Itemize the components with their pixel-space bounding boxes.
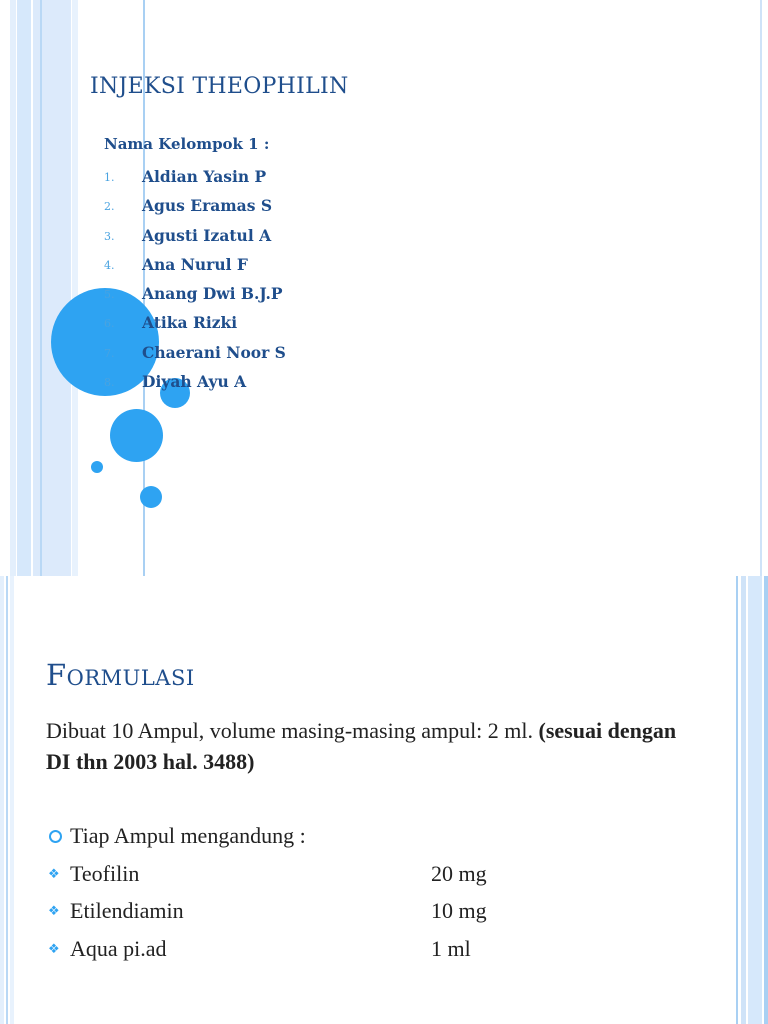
right-strip-band bbox=[741, 576, 746, 1024]
member-name: Chaerani Noor S bbox=[142, 342, 286, 362]
list-number: 4. bbox=[104, 258, 115, 272]
list-item bbox=[46, 932, 471, 970]
content-header: Tiap Ampul mengandung : bbox=[70, 823, 306, 848]
ingredient-name: Etilendiamin bbox=[70, 898, 184, 923]
left-strip-band bbox=[33, 0, 71, 576]
list-item bbox=[104, 250, 286, 279]
list-item bbox=[104, 308, 286, 337]
left-strip-band bbox=[0, 576, 4, 1024]
decorative-circle-tiny bbox=[91, 461, 103, 473]
decorative-circle-small bbox=[140, 486, 162, 508]
member-name: Anang Dwi B.J.P bbox=[142, 284, 283, 304]
left-strip-band bbox=[10, 576, 14, 1024]
intro-reference: (sesuai dengan DI thn 2003 hal. 3488) bbox=[46, 718, 677, 774]
list-number: 6. bbox=[104, 317, 115, 331]
ingredient-list bbox=[46, 819, 487, 969]
list-item bbox=[104, 338, 286, 367]
member-name: Agus Eramas S bbox=[142, 196, 273, 216]
left-strip-line bbox=[40, 0, 42, 576]
member-name: Aldian Yasin P bbox=[142, 167, 267, 186]
slide-title: INJEKSI THEOPHILIN bbox=[90, 74, 349, 99]
ingredient-name: Teofilin bbox=[70, 860, 140, 886]
diamond-bullet-icon: ❖ bbox=[48, 940, 60, 956]
list-number: 2. bbox=[104, 200, 115, 214]
member-name: Diyah Ayu A bbox=[142, 372, 247, 392]
list-number: 3. bbox=[104, 229, 115, 243]
slide-title bbox=[46, 658, 195, 692]
left-strip-band bbox=[17, 0, 31, 576]
list-item bbox=[104, 279, 286, 308]
right-strip-band bbox=[748, 576, 762, 1024]
right-strip-line bbox=[760, 0, 762, 576]
group-label: Nama Kelompok 1 : bbox=[104, 135, 270, 153]
list-number: 5. bbox=[104, 288, 115, 302]
ingredient-name: Aqua pi.ad bbox=[70, 935, 167, 961]
list-item bbox=[46, 857, 487, 895]
title-rest: ORMULASI bbox=[66, 666, 195, 690]
member-name: Ana Nurul F bbox=[142, 254, 248, 274]
intro-text: Dibuat 10 Ampul, volume masing-masing ampul: 2 ml. bbox=[46, 718, 539, 743]
right-strip-line bbox=[764, 576, 768, 1024]
ring-bullet-icon bbox=[49, 830, 62, 843]
list-item bbox=[104, 162, 286, 191]
slide-2 bbox=[0, 576, 768, 1024]
list-number: 1. bbox=[104, 171, 115, 184]
ingredient-amount: 20 mg bbox=[431, 860, 487, 886]
list-item bbox=[104, 221, 286, 250]
decorative-circle-medium bbox=[110, 409, 163, 462]
member-name: Agusti Izatul A bbox=[142, 225, 272, 245]
list-item bbox=[46, 819, 306, 857]
list-number: 7. bbox=[104, 346, 115, 360]
left-strip-band bbox=[72, 0, 78, 576]
diamond-bullet-icon: ❖ bbox=[48, 865, 60, 881]
left-strip-line bbox=[6, 576, 8, 1024]
list-number: 8. bbox=[104, 376, 115, 390]
left-strip-band bbox=[10, 0, 16, 576]
title-initial: F bbox=[46, 658, 67, 692]
intro-paragraph bbox=[46, 715, 686, 777]
member-list bbox=[104, 162, 286, 396]
right-strip-line bbox=[736, 576, 738, 1024]
member-name: Atika Rizki bbox=[142, 313, 238, 333]
list-item bbox=[104, 367, 286, 396]
ingredient-amount: 1 ml bbox=[431, 935, 471, 961]
list-item bbox=[46, 894, 487, 932]
diamond-bullet-icon: ❖ bbox=[48, 903, 60, 918]
ingredient-amount: 10 mg bbox=[431, 898, 487, 923]
list-item bbox=[104, 191, 286, 220]
